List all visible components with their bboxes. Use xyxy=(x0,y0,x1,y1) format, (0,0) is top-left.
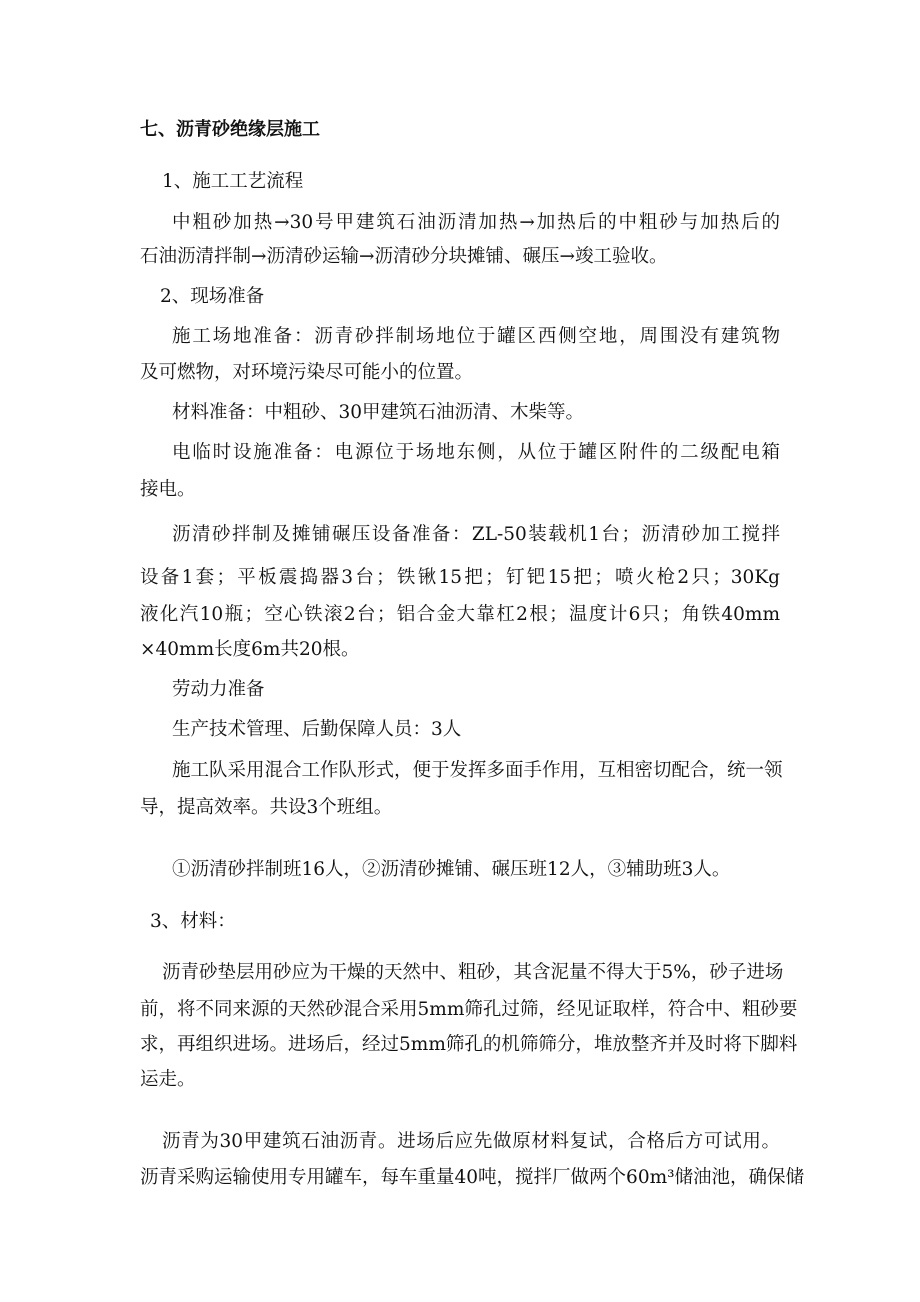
team-line: 导，提高效率。共设3个班组。 xyxy=(140,797,393,818)
heading-process: 1、施工工艺流程 xyxy=(162,171,304,192)
heading-materials: 3、材料： xyxy=(150,911,236,932)
labor-heading: 劳动力准备 xyxy=(172,679,265,700)
heading-site-prep: 2、现场准备 xyxy=(160,286,265,307)
power-line: 接电。 xyxy=(140,479,196,500)
labor-mgmt: 生产技术管理、后勤保障人员：3人 xyxy=(172,719,462,740)
power-line: 电临时设施准备：电源位于场地东侧，从位于罐区附件的二级配电箱 xyxy=(172,442,780,463)
site-line: 及可燃物，对环境污染尽可能小的位置。 xyxy=(140,362,474,383)
section-title: 七、沥青砂绝缘层施工 xyxy=(140,119,320,140)
equipment-line: ×40mm长度6m共20根。 xyxy=(140,639,360,660)
material-prep: 材料准备：中粗砂、30甲建筑石油沥清、木柴等。 xyxy=(172,402,585,423)
process-line: 中粗砂加热→30号甲建筑石油沥清加热→加热后的中粗砂与加热后的 xyxy=(172,212,780,233)
process-line: 石油沥清拌制→沥清砂运输→沥清砂分块摊铺、碾压→竣工验收。 xyxy=(140,246,668,267)
equipment-line: 液化汽10瓶；空心铁滚2台；铝合金大靠杠2根；温度计6只；角铁40mm xyxy=(140,604,780,625)
asphalt-line: 沥青采购运输使用专用罐车，每车重量40吨，搅拌厂做两个60m³储油池，确保储 xyxy=(140,1167,805,1188)
sand-line: 前，将不同来源的天然砂混合采用5mm筛孔过筛，经见证取样，符合中、粗砂要 xyxy=(140,999,798,1020)
team-line: 施工队采用混合工作队形式，便于发挥多面手作用，互相密切配合，统一领 xyxy=(172,760,783,781)
equipment-line: 设备1套；平板震捣器3台；铁锹15把；钉钯15把；喷火枪2只；30Kg xyxy=(140,567,780,588)
sand-line: 求，再组织进场。进场后，经过5mm筛孔的机筛筛分，堆放整齐并及时将下脚料 xyxy=(140,1034,798,1055)
asphalt-line: 沥青为30甲建筑石油沥青。进场后应先做原材料复试，合格后方可试用。 xyxy=(162,1131,780,1152)
site-line: 施工场地准备：沥青砂拌制场地位于罐区西侧空地，周围没有建筑物 xyxy=(172,326,780,347)
sand-line: 运走。 xyxy=(140,1069,196,1090)
groups-line: ①沥清砂拌制班16人，②沥清砂摊铺、碾压班12人，③辅助班3人。 xyxy=(172,859,731,880)
equipment-line: 沥清砂拌制及摊铺碾压设备准备：ZL-50装载机1台；沥清砂加工搅拌 xyxy=(172,524,780,545)
sand-line: 沥青砂垫层用砂应为干燥的天然中、粗砂，其含泥量不得大于5%，砂子进场 xyxy=(162,962,784,983)
